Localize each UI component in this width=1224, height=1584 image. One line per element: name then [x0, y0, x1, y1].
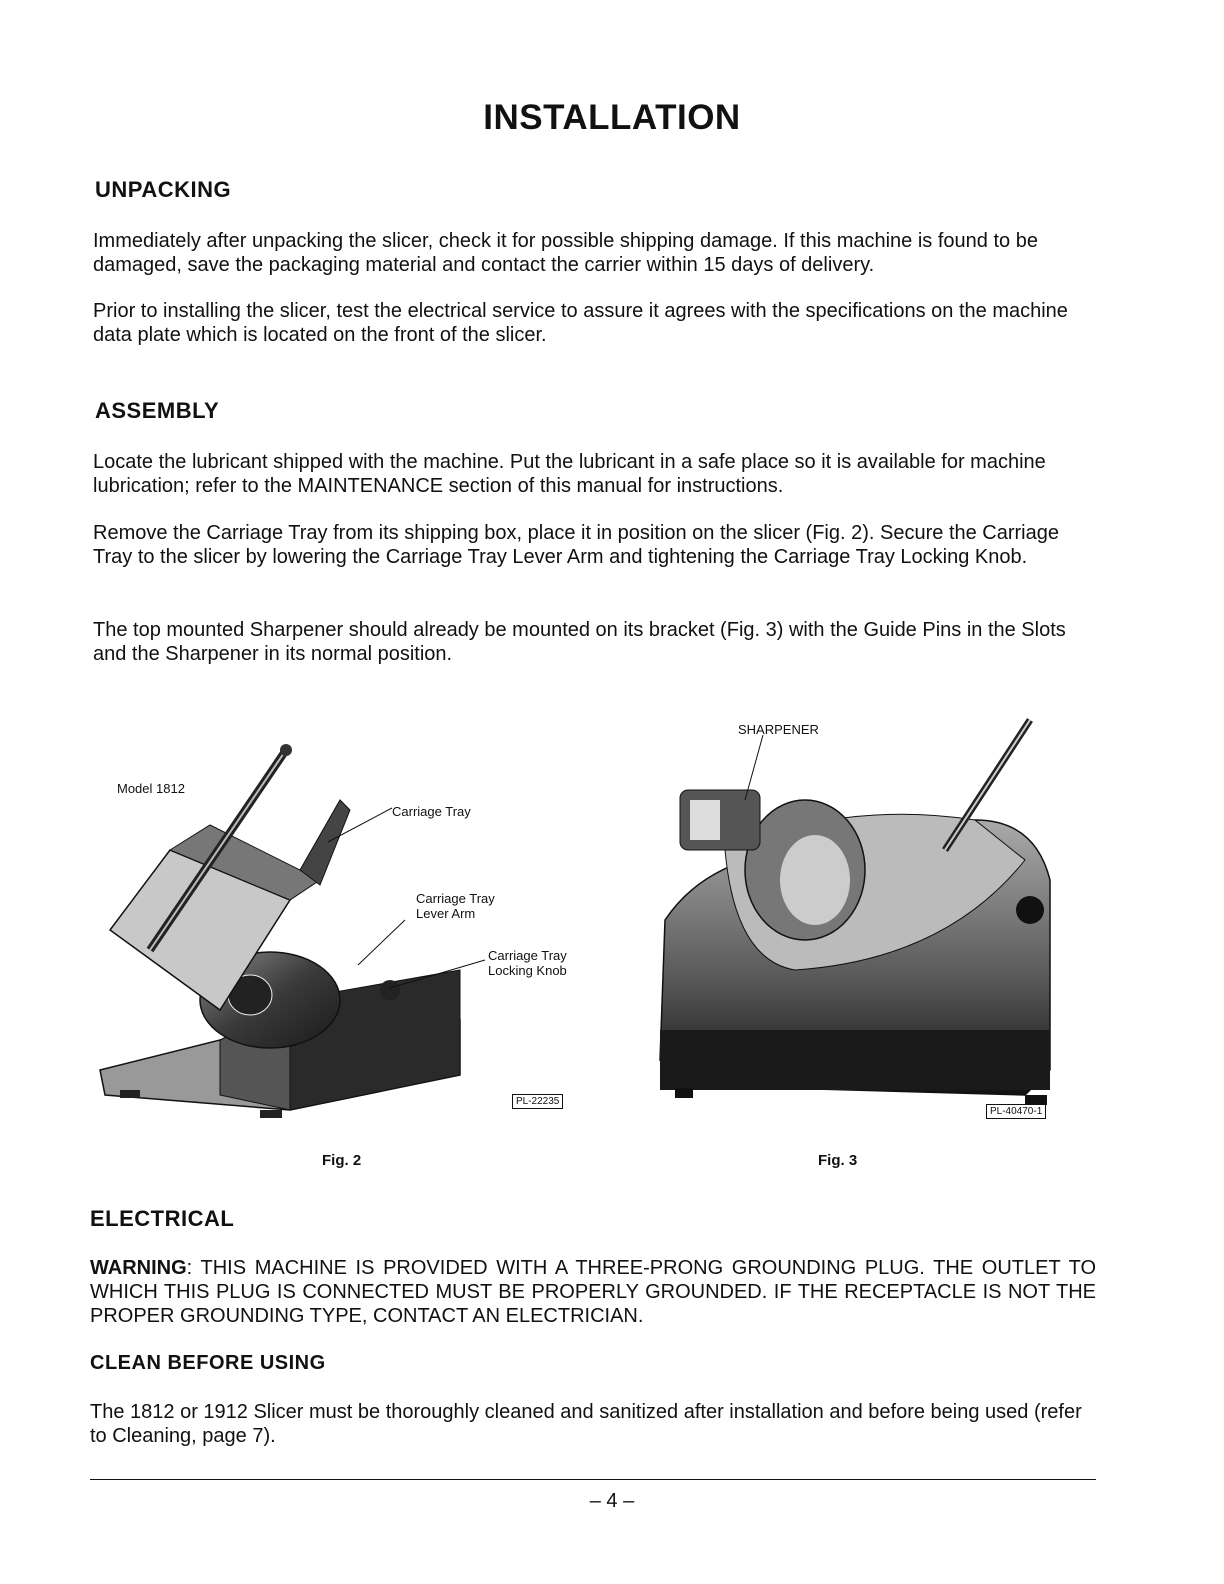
- fig2-callout-lever-arm-line-2: Lever Arm: [416, 906, 476, 921]
- clean-paragraph: The 1812 or 1912 Slicer must be thoroughly cleaned and sanitized after installation and before being used (refer to Cleaning, page 7).: [90, 1401, 1082, 1447]
- fig2-callout-locking-knob-line-1: Carriage Tray: [488, 948, 567, 963]
- footer-rule: [90, 1479, 1096, 1480]
- unpacking-paragraph-1: Immediately after unpacking the slicer, check it for possible shipping damage. If this machine is found to be damaged, save the packaging material and contact the carrier within 15 days of delivery.: [93, 230, 1038, 276]
- fig2-callout-carriage-tray: Carriage Tray: [392, 804, 471, 819]
- warning-text: : THIS MACHINE IS PROVIDED WITH A THREE-PRONG GROUNDING PLUG. THE OUTLET TO WHICH THIS PLUG IS CONNECTED MUST BE PROPERLY GROUNDED. IF THE RECEPTACLE IS NOT THE PROPER GROUNDING TYPE, CONTACT AN ELECTRICIAN.: [90, 1257, 1096, 1327]
- fig2-caption: Fig. 2: [322, 1152, 362, 1169]
- slicer-with-sharpener-illustration: [645, 710, 1065, 1120]
- fig3-callout-sharpener: SHARPENER: [738, 722, 819, 737]
- assembly-paragraph-1: Locate the lubricant shipped with the machine. Put the lubricant in a safe place so it is available for machine lubrication; refer to the MAINTENANCE section of this manual for instructions.: [93, 451, 1046, 497]
- fig2-part-code: PL-22235: [512, 1094, 563, 1109]
- fig2-model-label: Model 1812: [117, 781, 185, 796]
- assembly-paragraph-2: Remove the Carriage Tray from its shipping box, place it in position on the slicer (Fig. 2). Secure the Carriage Tray to the slicer by lowering the Carriage Tray Lever Arm and tightening the Carriage Tray Locking Knob.: [93, 522, 1059, 568]
- fig2-callout-locking-knob-line-2: Locking Knob: [488, 963, 567, 978]
- section-heading-assembly: ASSEMBLY: [95, 398, 220, 423]
- section-heading-clean-before-using: CLEAN BEFORE USING: [90, 1352, 326, 1374]
- slicer-model-1812-illustration: [90, 740, 490, 1130]
- page-title: INSTALLATION: [483, 98, 741, 137]
- electrical-warning: [90, 1256, 1096, 1328]
- fig3-part-code: PL-40470-1: [986, 1104, 1046, 1119]
- fig2-callout-lever-arm-line-1: Carriage Tray: [416, 891, 495, 906]
- fig3-caption: Fig. 3: [818, 1152, 858, 1169]
- unpacking-paragraph-2: Prior to installing the slicer, test the electrical service to assure it agrees with the specifications on the machine data plate which is located on the front of the slicer.: [93, 300, 1068, 346]
- assembly-paragraph-3: The top mounted Sharpener should already be mounted on its bracket (Fig. 3) with the Guide Pins in the Slots and the Sharpener in its normal position.: [93, 619, 1066, 665]
- page-number: – 4 –: [589, 1490, 635, 1512]
- section-heading-electrical: ELECTRICAL: [90, 1206, 235, 1231]
- warning-label: WARNING: [90, 1257, 187, 1279]
- section-heading-unpacking: UNPACKING: [95, 177, 232, 202]
